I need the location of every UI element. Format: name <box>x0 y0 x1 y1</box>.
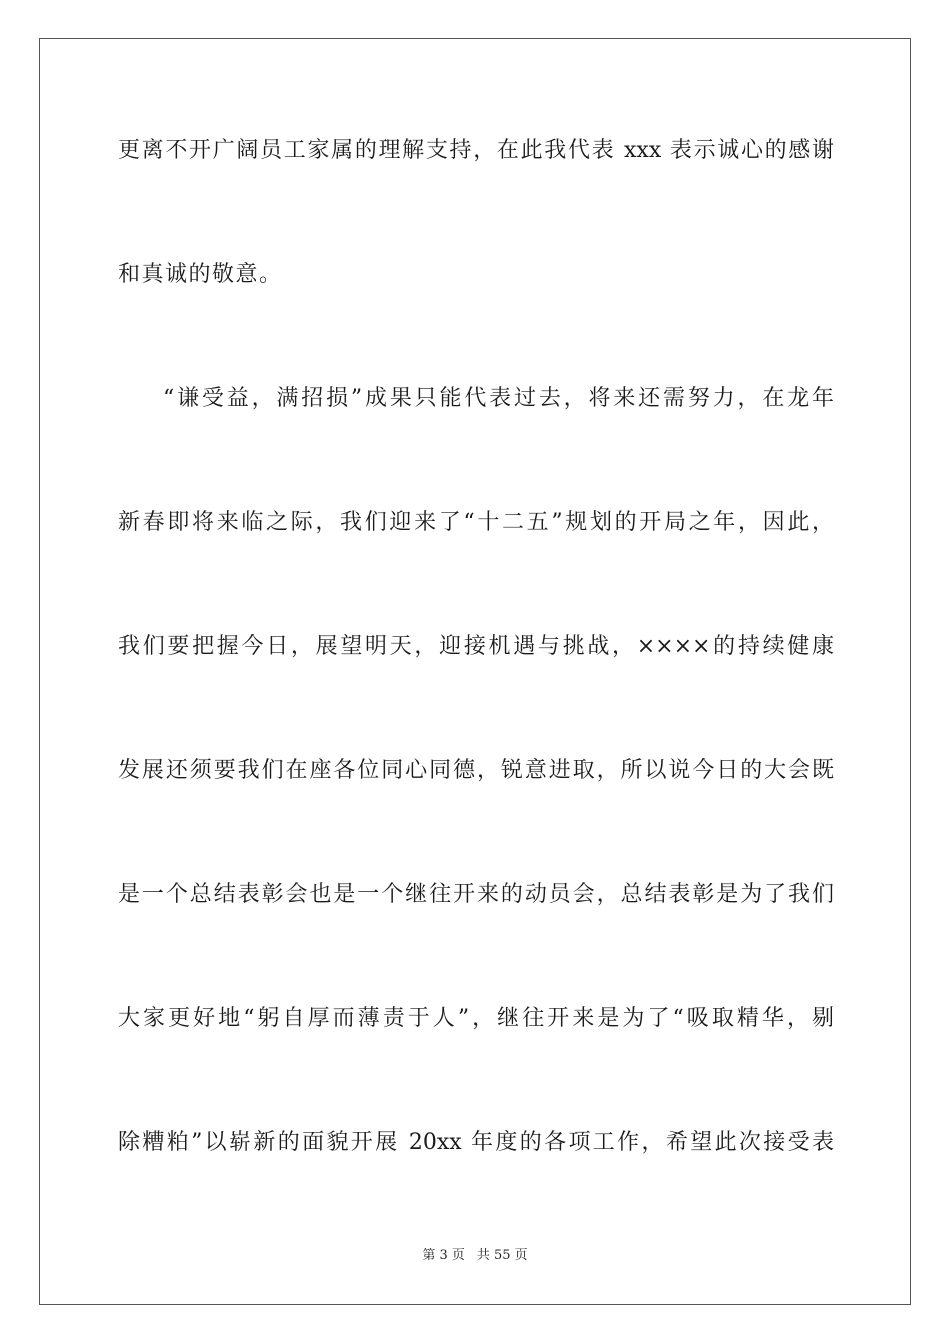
page-border <box>39 38 911 1305</box>
text-line-2: 和真诚的敬意。 <box>118 262 283 287</box>
page-number: 第 3 页 <box>422 1248 465 1263</box>
text-line-8: 大家更好地“躬自厚而薄责于人”，继往开来是为了“吸取精华，剔 <box>118 1006 834 1031</box>
text-line-9: 除糟粕”以崭新的面貌开展 20xx 年度的各项工作，希望此次接受表 <box>118 1130 834 1155</box>
text-line-1: 更离不开广阔员工家属的理解支持，在此我代表 xxx 表示诚心的感谢 <box>118 138 834 163</box>
page-total: 共 55 页 <box>476 1248 528 1263</box>
text-line-4: 新春即将来临之际，我们迎来了“十二五”规划的开局之年，因此， <box>118 510 834 535</box>
text-line-7: 是一个总结表彰会也是一个继往开来的动员会，总结表彰是为了我们 <box>118 882 834 907</box>
text-line-6: 发展还须要我们在座各位同心同德，锐意进取，所以说今日的大会既 <box>118 758 834 783</box>
text-line-3: “谦受益，满招损”成果只能代表过去，将来还需努力，在龙年 <box>163 386 834 411</box>
text-line-5: 我们要把握今日，展望明天，迎接机遇与挑战，××××的持续健康 <box>118 634 834 659</box>
page-footer <box>0 1247 950 1265</box>
